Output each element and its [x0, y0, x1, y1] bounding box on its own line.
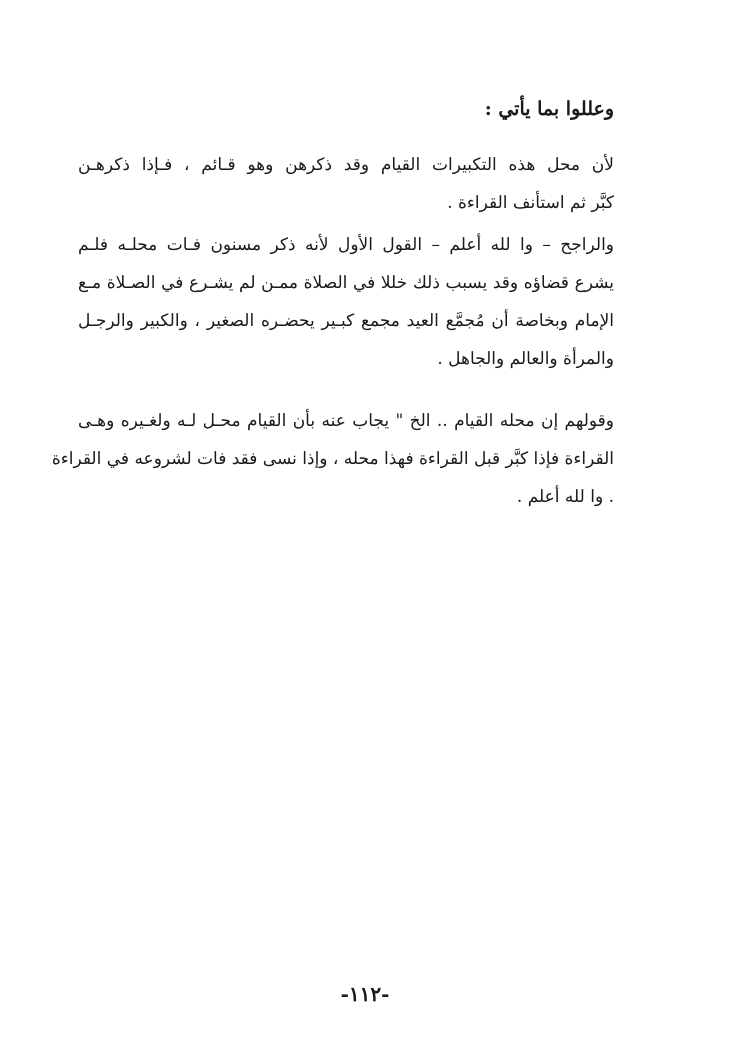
paragraph-line: كبَّر ثم استأنف القراءة . [447, 193, 614, 213]
paragraph-line: لأن محل هذه التكبيرات القيام وقد ذكرهن وهو قـائم ، فـإذا ذكرهـن [78, 155, 614, 175]
paragraph-line: وقولهم إن محله القيام .. الخ " يجاب عنه بأن القيام محـل لـه ولغـيره وهـى [78, 411, 614, 431]
paragraph-line: الإمام وبخاصة أن مُجمَّع العيد مجمع كبـير يحضـره الصغير ، والكبير والرجـل [78, 311, 614, 331]
paragraph-line: والمرأة والعالم والجاهل . [437, 349, 614, 369]
section-heading: وعللوا بما يأتي : [484, 98, 614, 120]
paragraph-line: يشرع قضاؤه وقد يسبب ذلك خللا في الصلاة ممـن لم يشـرع في الصـلاة مـع [78, 273, 614, 293]
paragraph-line: القراءة فإذا كبَّر قبل القراءة فهذا محله ، وإذا نسى فقد فات لشروعه في القراءة [51, 449, 614, 469]
page-number: -١١٢- [340, 982, 390, 1006]
paragraph-2 [78, 226, 614, 378]
paragraph-line: والراجح – وا لله أعلم – القول الأول لأنه ذكر مسنون فـات محلـه فلـم [78, 235, 614, 255]
paragraph-line: . وا لله أعلم . [516, 487, 614, 507]
paragraph-3 [51, 402, 614, 516]
paragraph-1 [78, 146, 614, 222]
